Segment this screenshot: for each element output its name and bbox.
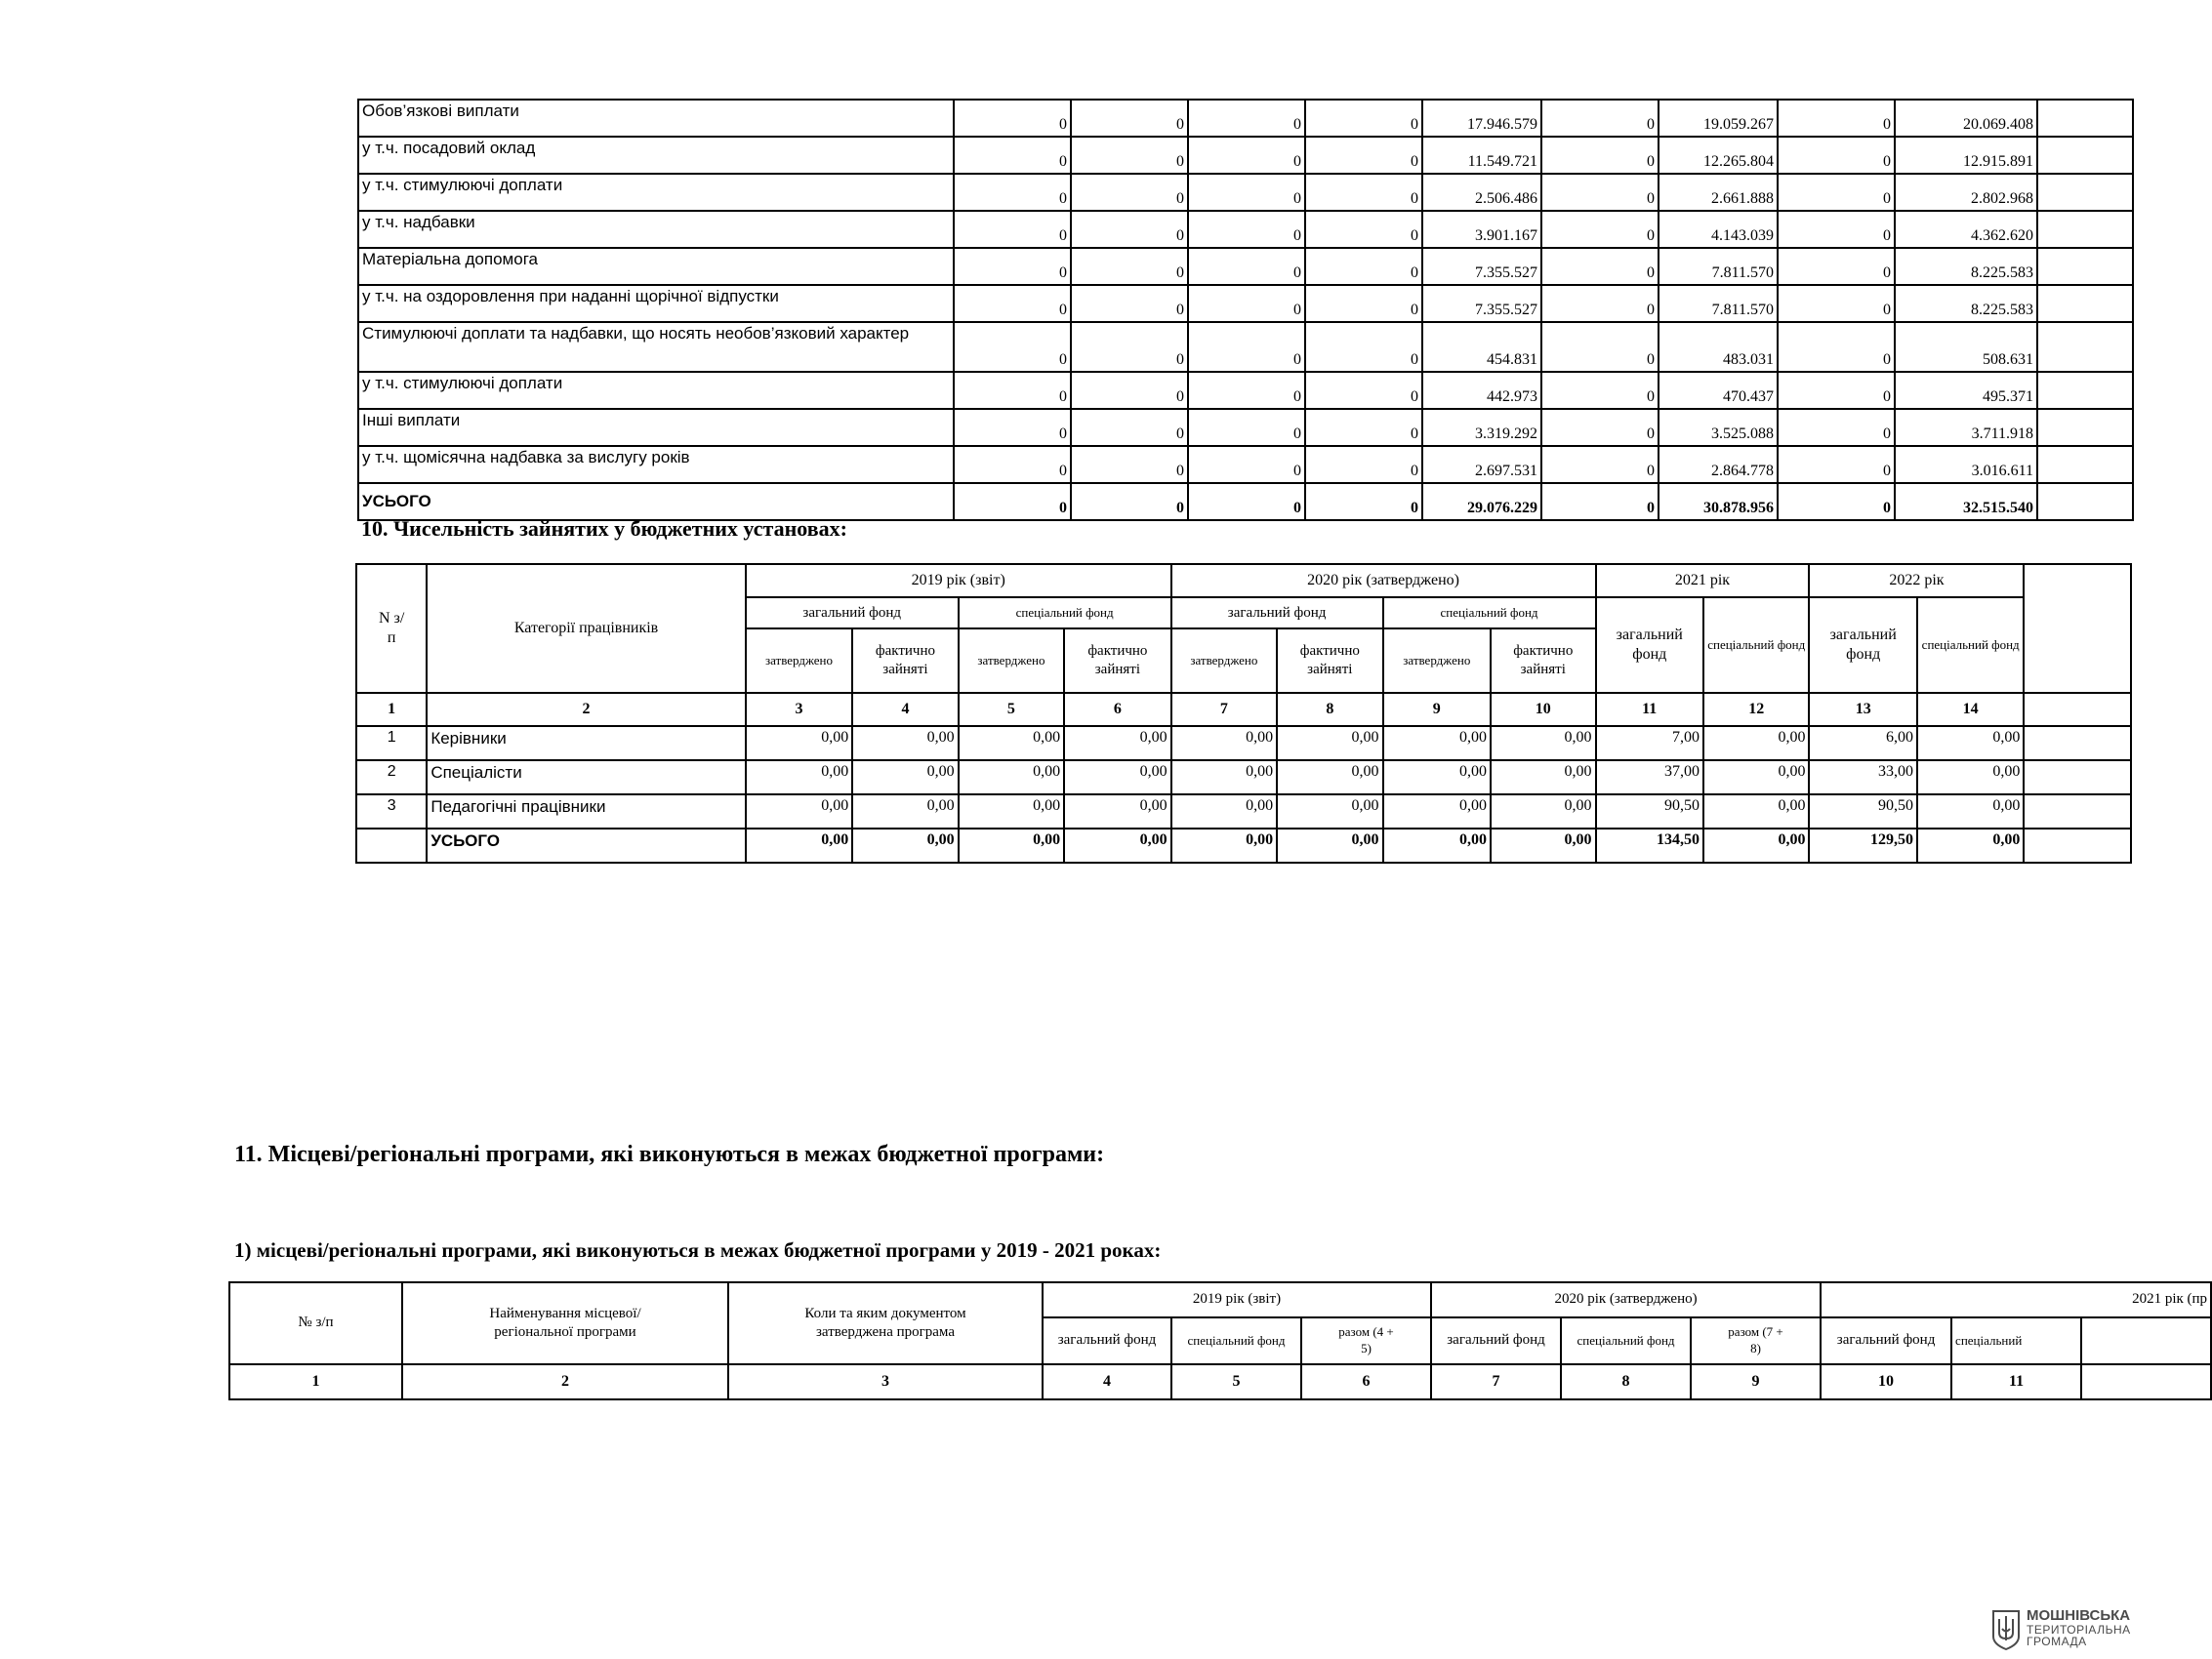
cell-value: 0 <box>1305 483 1422 520</box>
cell-value: 0 <box>1778 248 1895 285</box>
column-number: 8 <box>1561 1364 1691 1399</box>
cell-value: 0,00 <box>1917 726 2024 760</box>
cell-value: 0 <box>1071 483 1188 520</box>
column-number: 2 <box>427 693 745 726</box>
cell-value: 0,00 <box>1491 760 1595 794</box>
section-11-subheading: 1) місцеві/регіональні програми, які виконуються в межах бюджетної програми у 2019 - 2021 роках: <box>234 1238 1162 1262</box>
cell-value: 0,00 <box>1917 760 2024 794</box>
cell-value: 0 <box>1541 372 1659 409</box>
year-2020-header: 2020 рік (затверджено) <box>1431 1282 1821 1317</box>
cell-value: 454.831 <box>1422 322 1541 372</box>
trident-icon <box>1991 1609 2021 1650</box>
cell-value: 0,00 <box>1064 829 1170 863</box>
row-label: Стимулюючі доплати та надбавки, що носять необов’язковий характер <box>358 322 954 372</box>
cell-value: 0,00 <box>746 794 852 829</box>
column-number: 9 <box>1691 1364 1821 1399</box>
table-row <box>358 483 2133 520</box>
cell-value: 0 <box>1305 446 1422 483</box>
cut-column-header <box>2081 1317 2211 1364</box>
cell-value: 0 <box>1541 174 1659 211</box>
cell-value: 0 <box>1305 372 1422 409</box>
cell-value: 0 <box>1541 285 1659 322</box>
cell-value: 0,00 <box>1491 726 1595 760</box>
approved-header: затверджено <box>1171 628 1277 693</box>
cell-value: 33,00 <box>1809 760 1916 794</box>
section-10-heading: 10. Чисельність зайнятих у бюджетних установах: <box>361 516 847 541</box>
cell-value: 0 <box>1778 322 1895 372</box>
table-row <box>356 829 2131 863</box>
cell-value: 2.864.778 <box>1659 446 1778 483</box>
table-row <box>356 760 2131 794</box>
cell-value: 0,00 <box>1917 829 2024 863</box>
special-fund-2020: спеціальний фонд <box>1561 1317 1691 1364</box>
cell-value: 0,00 <box>1491 794 1595 829</box>
row-label: УСЬОГО <box>358 483 954 520</box>
cell-value: 0,00 <box>1277 829 1382 863</box>
cell-value: 0 <box>1188 285 1305 322</box>
cell-value: 0 <box>1188 446 1305 483</box>
cell-value: 129,50 <box>1809 829 1916 863</box>
cell-value: 0 <box>1541 409 1659 446</box>
year-2020-header: 2020 рік (затверджено) <box>1171 564 1596 597</box>
logo-line-1: МОШНІВСЬКА <box>2027 1607 2131 1624</box>
cell-value: 0 <box>1541 483 1659 520</box>
column-number: 4 <box>1043 1364 1171 1399</box>
cut-cell <box>2024 693 2131 726</box>
cut-cell <box>2037 322 2133 372</box>
cut-cell <box>2037 446 2133 483</box>
cell-value: 0,00 <box>852 760 958 794</box>
cell-value: 0 <box>1071 248 1188 285</box>
cell-value: 0 <box>1188 137 1305 174</box>
column-number: 8 <box>1277 693 1382 726</box>
general-fund-2022: загальний фонд <box>1809 597 1916 693</box>
year-2019-header: 2019 рік (звіт) <box>1043 1282 1431 1317</box>
cell-value: 2.661.888 <box>1659 174 1778 211</box>
cell-value: 4.143.039 <box>1659 211 1778 248</box>
cell-value: 30.878.956 <box>1659 483 1778 520</box>
cell-value: 20.069.408 <box>1895 100 2037 137</box>
programs-table <box>228 1281 2212 1400</box>
cell-value: 19.059.267 <box>1659 100 1778 137</box>
cell-value: 0 <box>954 285 1071 322</box>
staff-table-clip <box>355 563 2036 871</box>
cell-value: 4.362.620 <box>1895 211 2037 248</box>
actual-header: фактично зайняті <box>852 628 958 693</box>
cell-value: 8.225.583 <box>1895 285 2037 322</box>
cell-value: 0 <box>1778 174 1895 211</box>
cell-value: 0 <box>1541 137 1659 174</box>
row-label: Педагогічні працівники <box>427 794 745 829</box>
col-n-header: № з/п <box>229 1282 402 1364</box>
cell-value: 0 <box>1188 409 1305 446</box>
general-fund-2021: загальний фонд <box>1596 597 1703 693</box>
cut-cell <box>2037 174 2133 211</box>
column-number: 7 <box>1431 1364 1561 1399</box>
cell-value: 0 <box>1541 100 1659 137</box>
staff-table <box>355 563 2132 864</box>
cell-value: 0,00 <box>1064 760 1170 794</box>
cell-value: 0 <box>1305 211 1422 248</box>
salary-table <box>357 99 2134 521</box>
sum-2019: разом (4 + 5) <box>1301 1317 1431 1364</box>
cell-value: 0 <box>1778 483 1895 520</box>
column-number: 1 <box>356 693 427 726</box>
cut-cell <box>2081 1364 2211 1399</box>
cell-value: 0,00 <box>1383 829 1491 863</box>
cell-value: 0,00 <box>852 726 958 760</box>
row-label: Матеріальна допомога <box>358 248 954 285</box>
cell-value: 0 <box>1071 137 1188 174</box>
table-row <box>358 137 2133 174</box>
row-label: у т.ч. щомісячна надбавка за вислугу років <box>358 446 954 483</box>
general-fund-2021: загальний фонд <box>1821 1317 1951 1364</box>
cell-value: 0,00 <box>1703 760 1809 794</box>
cell-value: 8.225.583 <box>1895 248 2037 285</box>
section-11-heading: 11. Місцеві/регіональні програми, які виконуються в межах бюджетної програми: <box>234 1142 1105 1167</box>
approved-header: затверджено <box>959 628 1064 693</box>
cell-value: 0 <box>1305 409 1422 446</box>
cell-value: 0 <box>1541 446 1659 483</box>
cell-value: 0,00 <box>1703 726 1809 760</box>
cell-value: 0,00 <box>1277 726 1382 760</box>
column-numbers-row <box>356 693 2131 726</box>
programs-table-clip <box>228 1281 2208 1402</box>
cell-value: 0 <box>1305 248 1422 285</box>
row-label: у т.ч. стимулюючі доплати <box>358 372 954 409</box>
cell-value: 0,00 <box>959 760 1064 794</box>
cut-cell <box>2037 211 2133 248</box>
cell-value: 7.355.527 <box>1422 285 1541 322</box>
cell-value: 0 <box>1541 211 1659 248</box>
cut-cell <box>2037 285 2133 322</box>
cell-value: 0,00 <box>959 794 1064 829</box>
special-fund-2020: спеціальний фонд <box>1383 597 1596 628</box>
cell-value: 0,00 <box>959 829 1064 863</box>
cell-value: 0,00 <box>1491 829 1595 863</box>
cell-value: 0 <box>1071 372 1188 409</box>
special-fund-2019: спеціальний фонд <box>959 597 1171 628</box>
cut-cell <box>2037 100 2133 137</box>
cell-value: 0 <box>1541 322 1659 372</box>
cell-value: 0,00 <box>852 794 958 829</box>
row-label: Обов’язкові виплати <box>358 100 954 137</box>
cell-value: 0,00 <box>852 829 958 863</box>
cell-value: 0 <box>954 137 1071 174</box>
col-approval-doc-header: Коли та яким документом затверджена програма <box>728 1282 1043 1364</box>
cell-value: 0 <box>954 372 1071 409</box>
cell-value: 0 <box>1778 285 1895 322</box>
cut-column-header <box>2024 564 2131 693</box>
actual-header: фактично зайняті <box>1491 628 1595 693</box>
cell-value: 7.811.570 <box>1659 285 1778 322</box>
cell-value: 3.711.918 <box>1895 409 2037 446</box>
special-fund-2021: спеціальний фонд <box>1703 597 1809 693</box>
col-program-name-header: Найменування місцевої/регіональної програми <box>402 1282 728 1364</box>
col-n-header: N з/п <box>356 564 427 693</box>
table-row <box>358 211 2133 248</box>
cell-value: 11.549.721 <box>1422 137 1541 174</box>
cell-value: 0 <box>1305 174 1422 211</box>
cell-value: 29.076.229 <box>1422 483 1541 520</box>
row-number: 1 <box>356 726 427 760</box>
cell-value: 2.697.531 <box>1422 446 1541 483</box>
cell-value: 0 <box>1305 285 1422 322</box>
column-number: 10 <box>1821 1364 1951 1399</box>
row-label: УСЬОГО <box>427 829 745 863</box>
cell-value: 0,00 <box>1703 829 1809 863</box>
special-fund-2019: спеціальний фонд <box>1171 1317 1301 1364</box>
general-fund-2020: загальний фонд <box>1171 597 1383 628</box>
column-number: 11 <box>1596 693 1703 726</box>
general-fund-2019: загальний фонд <box>1043 1317 1171 1364</box>
cell-value: 0 <box>954 483 1071 520</box>
cell-value: 0,00 <box>1917 794 2024 829</box>
cut-cell <box>2024 794 2131 829</box>
row-label: Спеціалісти <box>427 760 745 794</box>
row-number <box>356 829 427 863</box>
row-label: Інші виплати <box>358 409 954 446</box>
cell-value: 0 <box>954 409 1071 446</box>
column-number: 13 <box>1809 693 1916 726</box>
sum-2020: разом (7 + 8) <box>1691 1317 1821 1364</box>
general-fund-2019: загальний фонд <box>746 597 959 628</box>
table-row <box>358 372 2133 409</box>
column-number: 5 <box>1171 1364 1301 1399</box>
column-number: 4 <box>852 693 958 726</box>
cell-value: 0,00 <box>1277 794 1382 829</box>
cut-cell <box>2024 726 2131 760</box>
cell-value: 0,00 <box>1171 829 1277 863</box>
table-row <box>358 409 2133 446</box>
cut-cell <box>2037 137 2133 174</box>
cut-cell <box>2037 409 2133 446</box>
cell-value: 0 <box>1305 322 1422 372</box>
year-2022-header: 2022 рік <box>1809 564 2024 597</box>
cell-value: 7.355.527 <box>1422 248 1541 285</box>
cell-value: 0,00 <box>1277 760 1382 794</box>
table-row <box>358 100 2133 137</box>
column-number: 12 <box>1703 693 1809 726</box>
cell-value: 0,00 <box>1171 726 1277 760</box>
cell-value: 0 <box>954 211 1071 248</box>
cell-value: 0 <box>954 248 1071 285</box>
year-2021-header: 2021 рік (пр <box>1821 1282 2211 1317</box>
row-label: у т.ч. посадовий оклад <box>358 137 954 174</box>
column-number: 9 <box>1383 693 1491 726</box>
table-row <box>356 794 2131 829</box>
cell-value: 0 <box>1778 100 1895 137</box>
table-row <box>358 174 2133 211</box>
cell-value: 37,00 <box>1596 760 1703 794</box>
cell-value: 0 <box>1305 137 1422 174</box>
cell-value: 134,50 <box>1596 829 1703 863</box>
cell-value: 0 <box>1071 409 1188 446</box>
cell-value: 0,00 <box>1064 794 1170 829</box>
general-fund-2020: загальний фонд <box>1431 1317 1561 1364</box>
cell-value: 0 <box>1071 322 1188 372</box>
cell-value: 0 <box>1541 248 1659 285</box>
cell-value: 6,00 <box>1809 726 1916 760</box>
cell-value: 0 <box>1188 211 1305 248</box>
cell-value: 3.016.611 <box>1895 446 2037 483</box>
row-number: 2 <box>356 760 427 794</box>
cell-value: 470.437 <box>1659 372 1778 409</box>
column-number: 10 <box>1491 693 1595 726</box>
cell-value: 0 <box>1071 100 1188 137</box>
approved-header: затверджено <box>746 628 852 693</box>
cell-value: 0 <box>954 322 1071 372</box>
cell-value: 0 <box>954 100 1071 137</box>
cell-value: 0,00 <box>1171 794 1277 829</box>
actual-header: фактично зайняті <box>1277 628 1382 693</box>
salary-table-clip <box>357 99 2036 516</box>
table-row <box>358 446 2133 483</box>
approved-header: затверджено <box>1383 628 1491 693</box>
cell-value: 0 <box>1188 483 1305 520</box>
cell-value: 0,00 <box>746 726 852 760</box>
cell-value: 17.946.579 <box>1422 100 1541 137</box>
special-fund-2021: спеціальний <box>1951 1317 2081 1364</box>
cell-value: 0 <box>954 174 1071 211</box>
year-2019-header: 2019 рік (звіт) <box>746 564 1171 597</box>
cell-value: 0 <box>1188 248 1305 285</box>
cell-value: 12.265.804 <box>1659 137 1778 174</box>
row-label: у т.ч. на оздоровлення при наданні щорічної відпустки <box>358 285 954 322</box>
cell-value: 2.506.486 <box>1422 174 1541 211</box>
cut-cell <box>2037 372 2133 409</box>
cell-value: 0 <box>1188 322 1305 372</box>
actual-header: фактично зайняті <box>1064 628 1170 693</box>
cell-value: 3.525.088 <box>1659 409 1778 446</box>
column-number: 6 <box>1064 693 1170 726</box>
cell-value: 0 <box>1778 211 1895 248</box>
cell-value: 0 <box>954 446 1071 483</box>
cut-cell <box>2037 248 2133 285</box>
community-logo <box>1991 1608 2138 1651</box>
column-number: 14 <box>1917 693 2024 726</box>
column-number: 7 <box>1171 693 1277 726</box>
table-row <box>356 726 2131 760</box>
column-number: 11 <box>1951 1364 2081 1399</box>
column-number: 6 <box>1301 1364 1431 1399</box>
table-row <box>358 248 2133 285</box>
cell-value: 0,00 <box>1064 726 1170 760</box>
cell-value: 0 <box>1188 100 1305 137</box>
logo-line-2: ТЕРИТОРІАЛЬНА <box>2027 1622 2131 1637</box>
cell-value: 7.811.570 <box>1659 248 1778 285</box>
cell-value: 0 <box>1778 137 1895 174</box>
column-numbers-row <box>229 1364 2211 1399</box>
cell-value: 495.371 <box>1895 372 2037 409</box>
row-label: у т.ч. стимулюючі доплати <box>358 174 954 211</box>
cell-value: 7,00 <box>1596 726 1703 760</box>
year-2021-header: 2021 рік <box>1596 564 1810 597</box>
row-label: Керівники <box>427 726 745 760</box>
cell-value: 3.901.167 <box>1422 211 1541 248</box>
cell-value: 0,00 <box>959 726 1064 760</box>
cell-value: 0,00 <box>746 760 852 794</box>
cell-value: 0 <box>1778 409 1895 446</box>
cell-value: 0 <box>1071 174 1188 211</box>
special-fund-2022: спеціальний фонд <box>1917 597 2024 693</box>
cell-value: 0,00 <box>1383 794 1491 829</box>
logo-line-3: ГРОМАДА <box>2027 1635 2087 1649</box>
cut-cell <box>2037 483 2133 520</box>
cell-value: 0 <box>1071 446 1188 483</box>
column-number: 5 <box>959 693 1064 726</box>
cell-value: 0 <box>1071 285 1188 322</box>
cell-value: 508.631 <box>1895 322 2037 372</box>
cell-value: 0 <box>1188 372 1305 409</box>
cell-value: 0,00 <box>1171 760 1277 794</box>
cell-value: 12.915.891 <box>1895 137 2037 174</box>
cell-value: 0 <box>1071 211 1188 248</box>
cell-value: 0 <box>1778 372 1895 409</box>
cell-value: 90,50 <box>1596 794 1703 829</box>
row-number: 3 <box>356 794 427 829</box>
cell-value: 0 <box>1188 174 1305 211</box>
cell-value: 0,00 <box>746 829 852 863</box>
row-label: у т.ч. надбавки <box>358 211 954 248</box>
column-number: 3 <box>728 1364 1043 1399</box>
cell-value: 0 <box>1305 100 1422 137</box>
column-number: 3 <box>746 693 852 726</box>
cell-value: 442.973 <box>1422 372 1541 409</box>
cell-value: 2.802.968 <box>1895 174 2037 211</box>
cell-value: 0,00 <box>1703 794 1809 829</box>
cell-value: 0,00 <box>1383 726 1491 760</box>
table-row <box>358 285 2133 322</box>
cell-value: 0,00 <box>1383 760 1491 794</box>
cell-value: 483.031 <box>1659 322 1778 372</box>
col-category-header: Категорії працівників <box>427 564 745 693</box>
cell-value: 3.319.292 <box>1422 409 1541 446</box>
cut-cell <box>2024 829 2131 863</box>
cell-value: 90,50 <box>1809 794 1916 829</box>
column-number: 1 <box>229 1364 402 1399</box>
cell-value: 32.515.540 <box>1895 483 2037 520</box>
table-row <box>358 322 2133 372</box>
cut-cell <box>2024 760 2131 794</box>
column-number: 2 <box>402 1364 728 1399</box>
cell-value: 0 <box>1778 446 1895 483</box>
